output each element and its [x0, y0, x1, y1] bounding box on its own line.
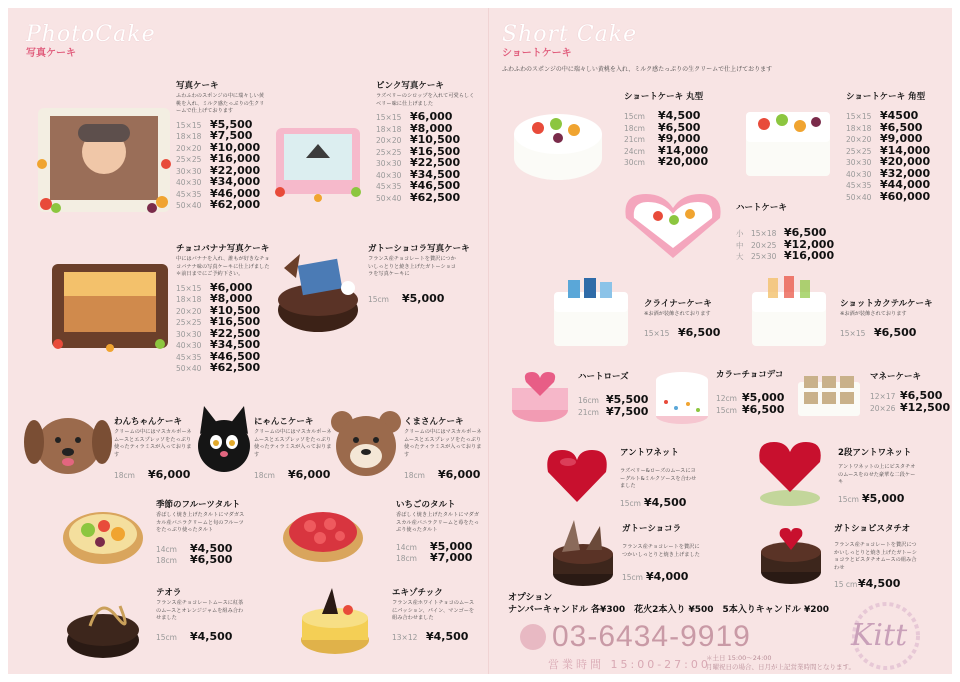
round-shortcake-image: [508, 98, 608, 184]
price-list: [870, 390, 960, 413]
shortcake-square: [846, 90, 956, 202]
price-row: 50×40 ¥62,500: [376, 190, 461, 204]
price-row: 15×15 ¥6,000: [376, 110, 453, 124]
price-row: 16cm ¥5,500: [578, 393, 649, 406]
price-list: [620, 497, 710, 509]
price-row: 30×30 ¥22,000: [176, 163, 261, 177]
brand-logo: Kitt: [851, 618, 908, 653]
item-desc: ※お酒が装飾されております: [644, 311, 711, 317]
price-list: [578, 394, 658, 417]
item-desc: アントワネットの上にピスタチオのムースをのせた豪華な二段ケーキ: [838, 464, 916, 486]
price-list: [624, 110, 734, 168]
shot-cocktail-cake: [840, 297, 960, 338]
price-list: [838, 493, 948, 505]
choco-banana-photo-cake-image: [48, 258, 172, 354]
item-desc: クリームの中にはマスカルポーネムースとエスプレッソをたっぷり使ったティラミスが入っております: [404, 429, 482, 458]
gateau-chocolat-image: [550, 516, 616, 590]
item-title: ハートケーキ: [736, 203, 787, 213]
price-row: 15cm ¥4,500: [624, 109, 701, 122]
price-row: 18×18 ¥6,500: [846, 120, 923, 134]
price-row: 30×30 ¥20,000: [846, 155, 931, 169]
price-list: [644, 327, 744, 339]
item-title: くまさんケーキ: [404, 417, 464, 427]
option-list: ナンバーキャンドル 各¥300 花火2本入り ¥500 5本入りキャンドル ¥200: [508, 604, 829, 615]
item-desc: ふわふわのスポンジの中に瑞々しい黄桃を入れ、ミルク感たっぷりの生クリームで仕上げております: [176, 93, 265, 115]
price-row: 15cm ¥5,000: [368, 291, 445, 305]
item-desc: クリームの中にはマスカルポーネムースとエスプレッソをたっぷり使ったティラミスが入っております: [254, 429, 332, 458]
price-list: [736, 227, 846, 262]
option-block: [508, 593, 829, 616]
price-row: 15×15 ¥6,500: [644, 325, 721, 339]
item-desc: フランス産チョコレートムースに紅茶のムースとオレンジジャムを組み合わせました: [156, 600, 244, 622]
item-desc: フランス産チョコレートを贅沢につかいしっとりと焼き上げました: [622, 544, 700, 558]
short-section-title-en: Short Cake: [502, 22, 638, 47]
teora: [156, 586, 256, 642]
price-row: 15×15 ¥5,500: [176, 117, 253, 131]
price-row: 14cm ¥5,000: [396, 539, 473, 553]
price-list: [834, 578, 944, 590]
item-title: いちごのタルト: [396, 500, 456, 510]
price-row: 30×30 ¥22,500: [376, 156, 461, 170]
price-list: [396, 541, 486, 564]
price-row: 18×18 ¥8,000: [376, 121, 453, 135]
price-row: 15×15 ¥4500: [846, 109, 919, 122]
price-row: 45×35 ¥46,500: [176, 349, 261, 363]
item-title: ピンク写真ケーキ: [376, 81, 444, 91]
price-row: 25×25 ¥16,500: [176, 315, 261, 329]
seasonal-fruit-tart: [156, 498, 256, 566]
money-cake: [870, 370, 960, 413]
price-list: [840, 327, 960, 339]
item-desc: ※お酒が装飾されております: [840, 311, 907, 317]
heart-roses-image: [508, 366, 572, 426]
price-row: 13×12 ¥4,500: [392, 629, 469, 643]
creaner-cake-image: [548, 276, 634, 352]
item-title: チョコバナナ写真ケーキ: [176, 244, 270, 254]
price-row: 40×30 ¥34,500: [176, 338, 261, 352]
price-row: 45×35 ¥46,000: [176, 186, 261, 200]
item-title: ガトショピスタチオ: [834, 524, 911, 534]
exotic: [392, 586, 484, 642]
bear-cake: [404, 415, 484, 481]
gateau-chocolat-photo-cake-image: [270, 248, 366, 338]
price-row: 20×26 ¥12,500: [870, 400, 951, 414]
item-desc: クリームの中にはマスカルポーネムースとエスプレッソをたっぷり使ったティラミスが入っております: [114, 429, 192, 458]
price-row: 40×30 ¥32,000: [846, 166, 931, 180]
page-fold: [488, 8, 489, 674]
price-row: 25×25 ¥14,000: [846, 143, 931, 157]
price-row: 25×25 ¥16,000: [176, 152, 261, 166]
price-list: [156, 543, 256, 566]
antoinette-image: [542, 444, 612, 506]
price-row: 15cm ¥5,000: [838, 491, 905, 505]
price-row: 21cm ¥9,000: [624, 132, 701, 146]
item-title: 季節のフルーツタルト: [156, 500, 241, 510]
price-row: 15×15 ¥6,000: [176, 280, 253, 294]
price-row: 15 cm ¥4,500: [834, 577, 901, 591]
item-desc: 香ばしく焼き上げたタルトにマダガスカル産バニラクリームと苺をたっぷり使ったタルト: [396, 512, 480, 534]
item-title: クライナーケーキ: [644, 299, 712, 309]
price-row: 24cm ¥14,000: [624, 143, 709, 157]
shortcake-round: [624, 90, 734, 168]
price-row: 18×18 ¥7,500: [176, 129, 253, 143]
two-tier-antoinette-image: [752, 438, 828, 508]
price-row: 30×30 ¥22,500: [176, 326, 261, 340]
price-list: [156, 631, 256, 643]
exotic-image: [292, 584, 378, 656]
price-list: [392, 631, 484, 643]
item-title: 写真ケーキ: [176, 81, 219, 91]
price-row: 20×20 ¥10,000: [176, 140, 261, 154]
strawberry-tart: [396, 498, 486, 564]
gateau-pistachio-image: [756, 516, 826, 586]
heart-cake: [736, 201, 846, 262]
dog-cake: [114, 415, 194, 481]
item-desc: フランス産チョコレートを贅沢につかいしっとりと焼き上げたガトーショコラを写真ケーキに: [368, 256, 456, 278]
price-row: 15cm ¥6,500: [716, 402, 785, 416]
price-row: 30cm ¥20,000: [624, 155, 709, 169]
item-title: アントワネット: [620, 448, 679, 458]
price-row: 20×20 ¥9,000: [846, 132, 923, 146]
photo-cake-image: [34, 104, 174, 216]
color-choco-deco: [716, 368, 796, 415]
phone-icon: [520, 624, 546, 650]
price-row: 15×15 ¥6,500: [840, 325, 917, 339]
pink-photo-cake-image: [270, 118, 366, 202]
cat-cake-image: [194, 404, 254, 480]
price-row: 50×40 ¥60,000: [846, 189, 931, 203]
phone-number[interactable]: 03-6434-9919: [552, 620, 751, 653]
price-row: 15cm ¥4,500: [620, 495, 687, 509]
cat-cake: [254, 415, 334, 481]
antoinette: [620, 446, 710, 508]
price-list: [716, 392, 796, 415]
strawberry-tart-image: [280, 498, 366, 566]
price-row: 20×20 ¥10,500: [176, 303, 261, 317]
heart-roses: [578, 370, 658, 417]
item-title: マネーケーキ: [870, 372, 922, 382]
item-desc: フランス産ホワイトチョコのムースにパッション、パイン、マンゴーを組み合わせました: [392, 600, 475, 622]
price-row: 50×40 ¥62,500: [176, 361, 261, 375]
price-row: 中 20×25 ¥12,000: [736, 237, 835, 251]
fruit-tart-image: [60, 500, 146, 568]
price-row: 40×30 ¥34,000: [176, 175, 261, 189]
photo-cake: [176, 79, 268, 211]
item-desc: ラズベリー&ローズのムースにヨーグルト&ミルクソースを合わせました: [620, 468, 697, 490]
price-list: [376, 111, 476, 203]
bear-cake-image: [330, 408, 402, 480]
price-row: 18cm ¥6,000: [404, 468, 481, 482]
item-desc: フランス産チョコレートを贅沢につかいしっとりと焼き上げたガトーショコラとピスタチオムースの組み合わせ: [834, 542, 917, 571]
price-row: 18cm ¥6,000: [254, 468, 331, 482]
money-cake-image: [794, 370, 864, 420]
price-row: 15cm ¥4,000: [622, 570, 689, 584]
price-row: 小 15×18 ¥6,500: [736, 226, 827, 239]
color-choco-deco-image: [652, 362, 712, 426]
gateau-chocolat: [622, 522, 712, 583]
item-title: わんちゃんケーキ: [114, 417, 183, 427]
price-row: 18×18 ¥8,000: [176, 292, 253, 306]
price-row: 18cm ¥6,000: [114, 468, 191, 482]
price-row: 40×30 ¥34,500: [376, 167, 461, 181]
price-row: 12×17 ¥6,500: [870, 389, 943, 402]
photo-section-title-en: PhotoCake: [26, 22, 156, 47]
item-title: ショットカクテルケーキ: [840, 299, 933, 309]
price-row: 20×20 ¥10,500: [376, 133, 461, 147]
price-row: 18cm ¥6,500: [156, 553, 233, 567]
item-title: ガトーショコラ写真ケーキ: [368, 244, 470, 254]
item-desc: 香ばしく焼き上げたタルトにマダガスカル産バニラクリームと旬のフルーツをたっぷり使ったタルト: [156, 512, 245, 534]
two-tier-antoinette: [838, 446, 948, 504]
pink-photo-cake: [376, 79, 476, 203]
short-intro: ふわふわのスポンジの中に瑞々しい黄桃を入れ、ミルク感たっぷりの生クリームで仕上げております: [502, 66, 773, 73]
dog-cake-image: [24, 408, 112, 480]
hours-note-holiday: 月曜祝日の場合、日月が上記営業時間となります。: [706, 663, 855, 672]
price-row: 14cm ¥4,500: [156, 541, 233, 555]
business-hours: 営業時間 15:00-27:00: [548, 658, 711, 671]
price-row: 大 25×30 ¥16,000: [736, 249, 835, 263]
teora-image: [60, 586, 146, 662]
price-row: 25×25 ¥16,500: [376, 144, 461, 158]
item-title: ショートケーキ 丸型: [624, 92, 704, 102]
price-row: 18cm ¥7,000: [396, 551, 473, 565]
item-title: ガトーショコラ: [622, 524, 682, 534]
price-row: 45×35 ¥46,500: [376, 179, 461, 193]
short-section-title-jp: ショートケーキ: [502, 48, 572, 59]
option-title: オプション: [508, 593, 553, 603]
price-list: [176, 119, 268, 211]
heart-cake-image: [618, 188, 728, 262]
price-row: 21cm ¥7,500: [578, 404, 649, 418]
hours-note: [706, 654, 855, 672]
price-row: 50×40 ¥62,000: [176, 198, 261, 212]
item-title: 2段アントワネット: [838, 448, 912, 458]
square-shortcake-image: [738, 100, 838, 184]
item-title: カラーチョコデコ: [716, 370, 784, 380]
item-title: ショートケーキ 角型: [846, 92, 926, 102]
gateau-pistachio: [834, 522, 944, 590]
item-desc: ラズベリーのシロップを入れて可愛らしくベリー味に仕上げました: [376, 93, 475, 107]
item-title: テオラ: [156, 588, 182, 598]
item-title: エキゾチック: [392, 588, 443, 598]
item-title: にゃんこケーキ: [254, 417, 314, 427]
gateau-chocolat-photo-cake: [368, 242, 478, 304]
price-row: 12cm ¥5,000: [716, 391, 785, 404]
item-title: ハートローズ: [578, 372, 629, 382]
price-list: [622, 571, 712, 583]
creaner-cake: [644, 297, 744, 338]
price-row: 45×35 ¥44,000: [846, 178, 931, 192]
price-row: 15cm ¥4,500: [156, 629, 233, 643]
photo-section-title-jp: 写真ケーキ: [26, 48, 76, 59]
price-list: [368, 293, 478, 305]
price-list: [846, 110, 956, 202]
hours-note-weekend: ＊土日 15:00～24:00: [706, 654, 772, 662]
price-row: 18cm ¥6,500: [624, 120, 701, 134]
item-desc: 中にはバナナを入れ、誰もが好きなチョコバナナ味の写真ケーキに仕上げました ＊前日までにご予約下さい。: [176, 256, 270, 278]
shot-cocktail-cake-image: [746, 274, 832, 352]
